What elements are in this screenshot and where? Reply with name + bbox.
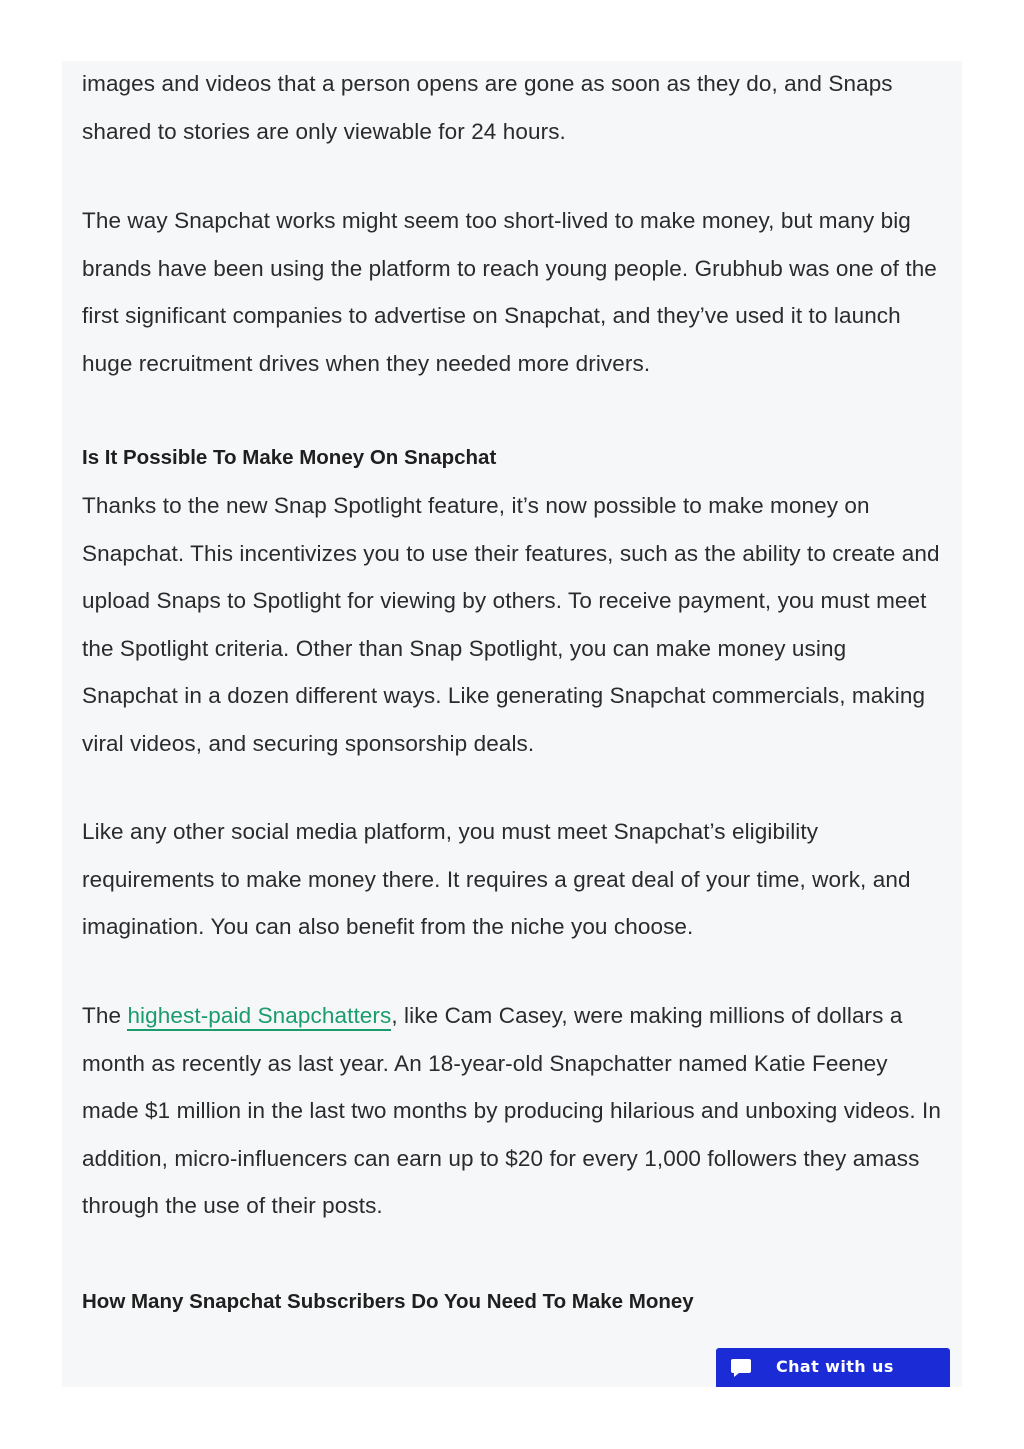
paragraph (82, 992, 942, 1230)
chat-bubble-icon (730, 1357, 752, 1379)
article-page (62, 61, 962, 1387)
section-heading: Is It Possible To Make Money On Snapchat (82, 446, 497, 469)
paragraph-text: The (82, 1003, 128, 1028)
paragraph: Thanks to the new Snap Spotlight feature, it’s now possible to make money on Snapchat. This incentivizes you to use their features, such as the ability to create and upload Snaps to Spotlight for viewing by others. To receive payment, you must meet the Spotlight criteria. Other than Snap Spotlight, you can make money using Snapchat in a dozen different ways. Like generating Snapchat commercials, making viral videos, and securing sponsorship deals. (82, 493, 940, 756)
chat-button-label: Chat with us (776, 1357, 894, 1376)
paragraph: The way Snapchat works might seem too short-lived to make money, but many big brands have been using the platform to reach young people. Grubhub was one of the first significant companies to advertise on Snapchat, and they’ve used it to launch huge recruitment drives when they needed more drivers. (82, 208, 937, 376)
paragraph-text: , like Cam Casey, were making millions of dollars a month as recently as last year. An 18-year-old Snapchatter named Katie Feeney made $1 million in the last two months by producing hilarious and unboxing videos. In addition, micro-influencers can earn up to $20 for every 1,000 followers they amass through the use of their posts. (82, 1003, 941, 1219)
section-heading: How Many Snapchat Subscribers Do You Need To Make Money (82, 1290, 694, 1313)
chat-with-us-button[interactable] (716, 1348, 950, 1387)
paragraph: images and videos that a person opens are gone as soon as they do, and Snaps shared to stories are only viewable for 24 hours. (82, 71, 893, 144)
highest-paid-snapchatters-link[interactable]: highest-paid Snapchatters (127, 1003, 391, 1031)
paragraph: Like any other social media platform, you must meet Snapchat’s eligibility requirements to make money there. It requires a great deal of your time, work, and imagination. You can also benefit from the niche you choose. (82, 819, 911, 940)
